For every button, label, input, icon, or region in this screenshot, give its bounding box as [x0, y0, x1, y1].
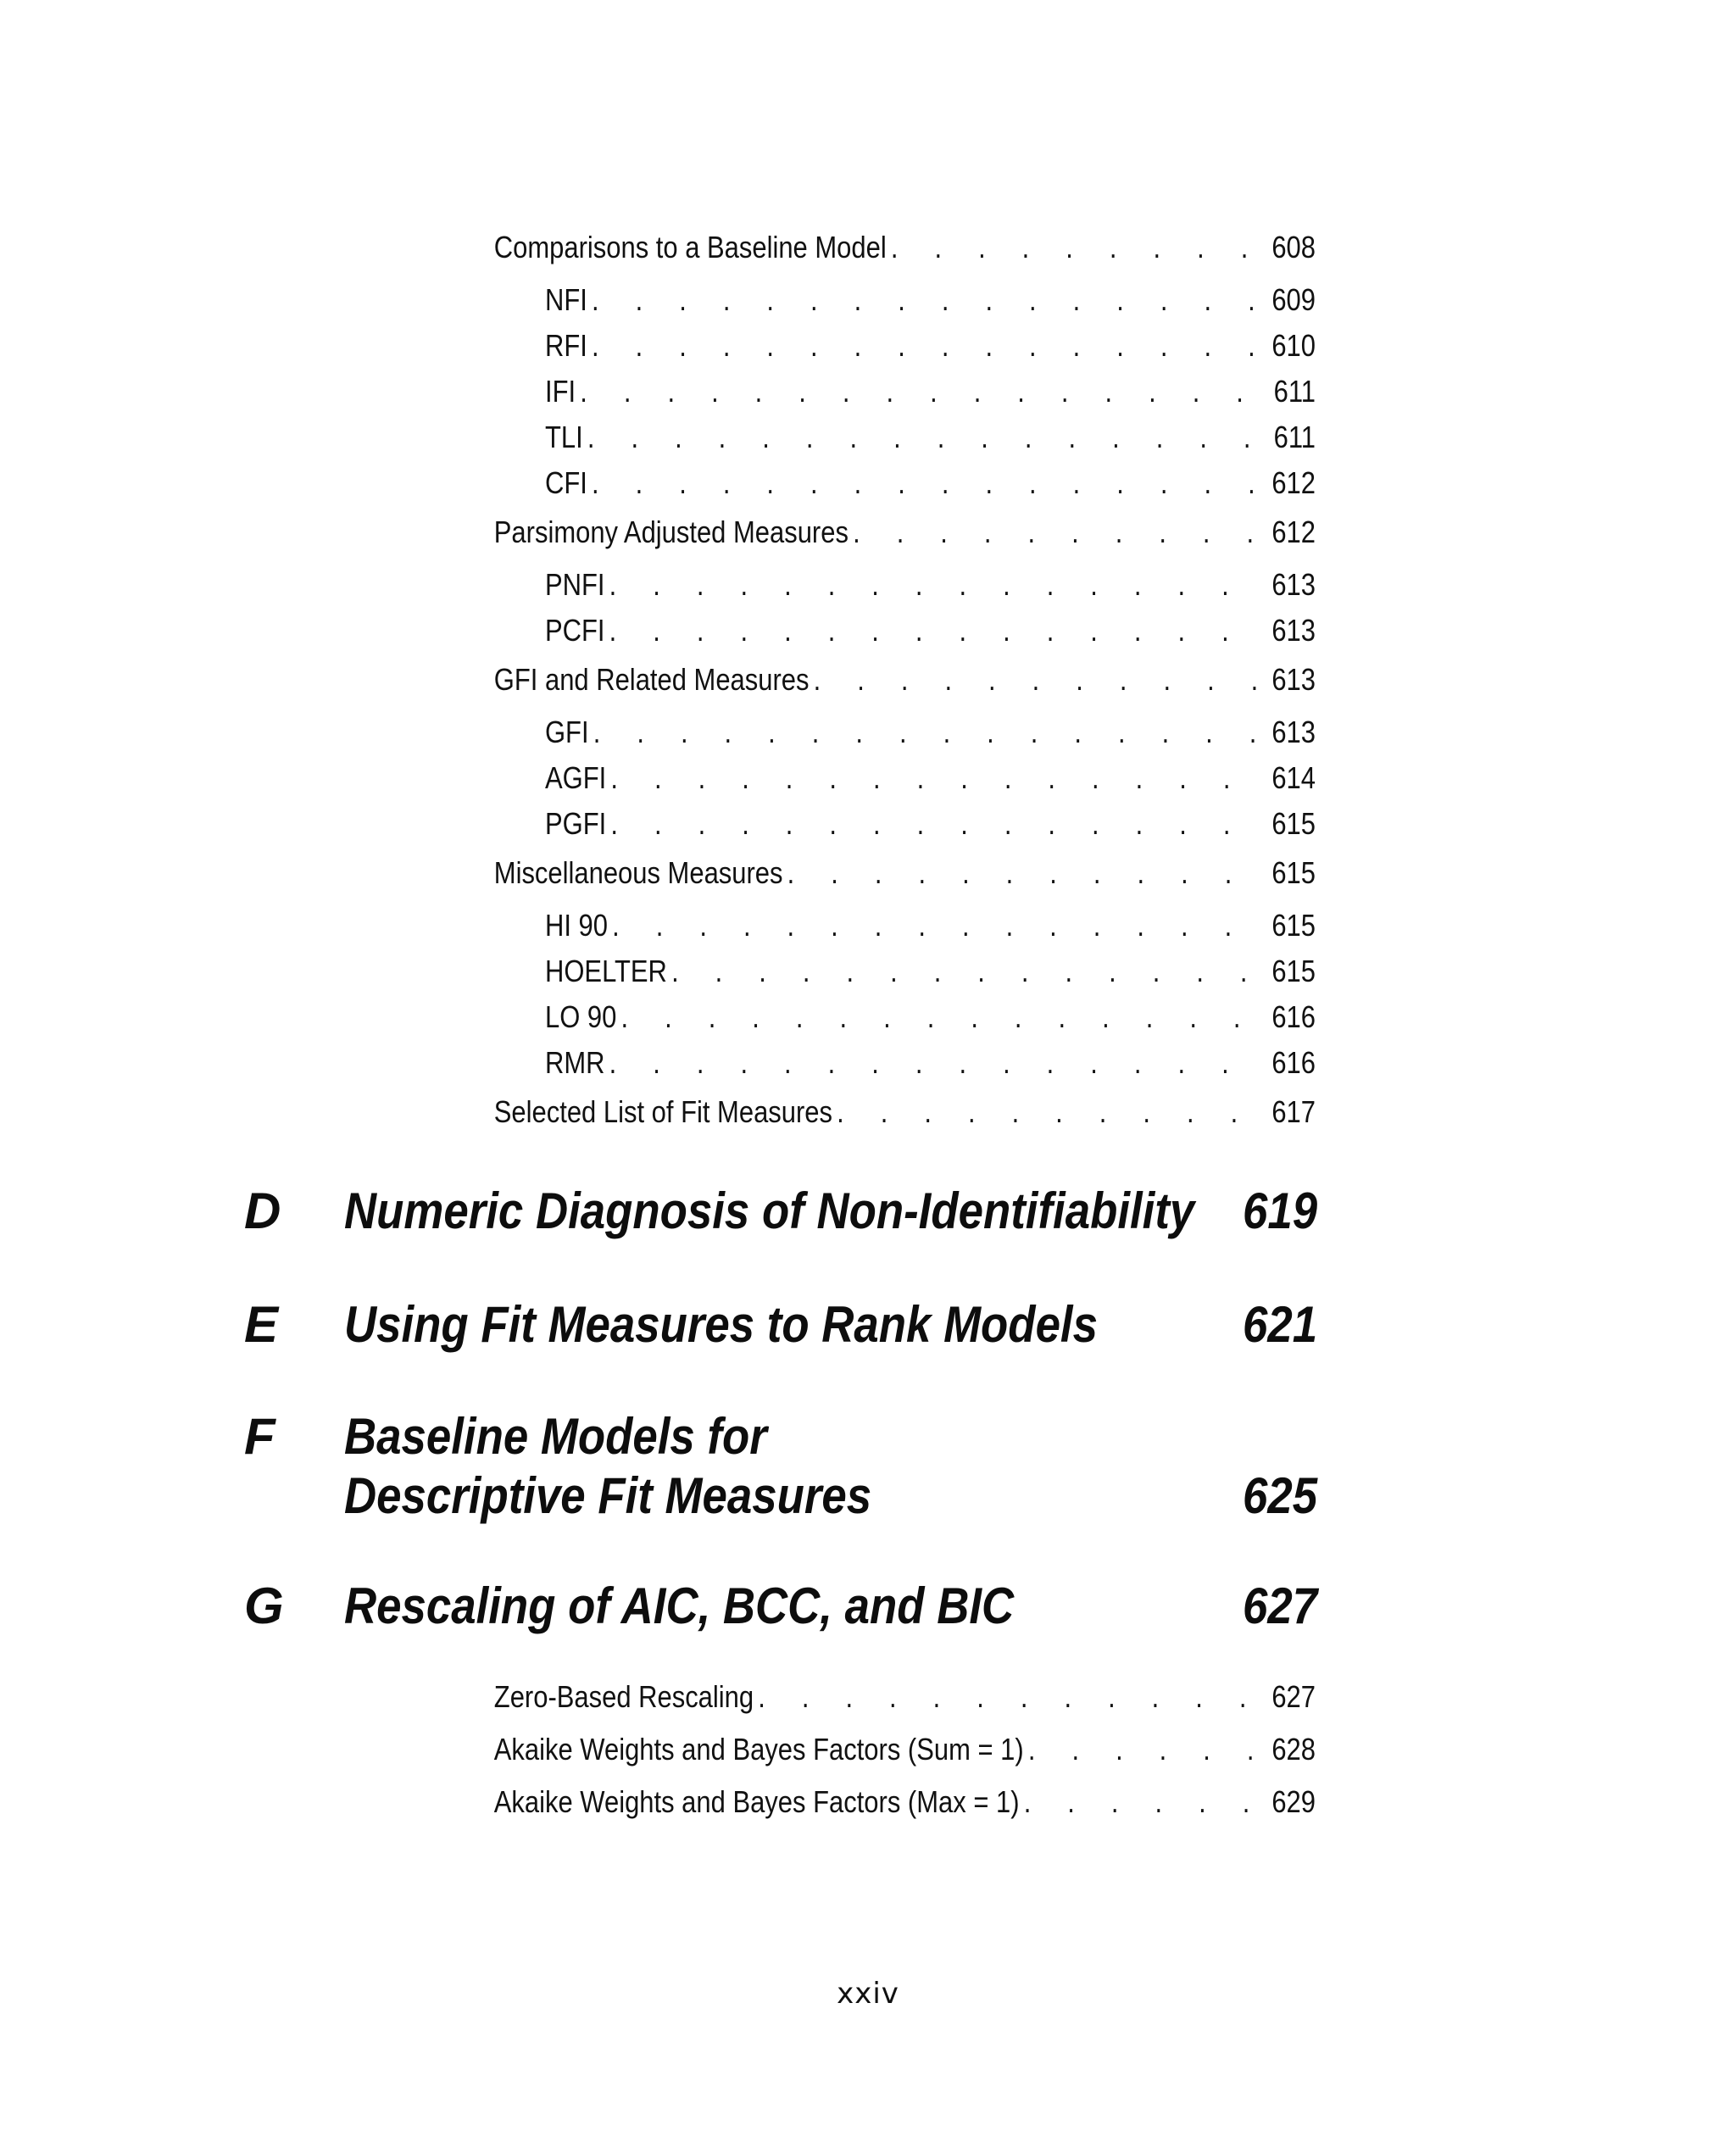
toc-entry-page: 610: [1271, 328, 1316, 363]
toc-entry[interactable]: [494, 1092, 1316, 1132]
page-number-folio: xxiv: [837, 1977, 899, 2011]
dot-leader: [758, 1677, 1267, 1717]
dot-leader: [891, 227, 1267, 268]
toc-entry[interactable]: [545, 280, 1316, 320]
dot-leader: [1024, 1782, 1267, 1822]
dot-leader: [610, 758, 1267, 798]
chapter-title: Baseline Models for Descriptive Fit Measures: [344, 1408, 872, 1524]
toc-entry-title: NFI: [544, 282, 587, 317]
toc-entry-page: 627: [1271, 1679, 1316, 1714]
toc-entry-page: 628: [1271, 1732, 1316, 1767]
chapter-title: Rescaling of AIC, BCC, and BIC: [344, 1577, 1015, 1634]
toc-entry-page: 615: [1271, 806, 1316, 841]
dot-leader: [587, 417, 1270, 458]
chapter-letter: E: [244, 1296, 279, 1353]
toc-entry[interactable]: [545, 758, 1316, 798]
dot-leader: [609, 1043, 1268, 1083]
dot-leader: [610, 804, 1267, 844]
chapter-letter: D: [244, 1182, 281, 1239]
toc-entry-title: AGFI: [544, 760, 607, 795]
toc-entry-title: HI 90: [544, 908, 608, 943]
toc-entry[interactable]: [545, 804, 1316, 844]
toc-entry[interactable]: [545, 325, 1316, 366]
toc-entry[interactable]: [545, 417, 1316, 458]
toc-entry-title: PNFI: [544, 567, 605, 602]
toc-entry-page: 614: [1271, 760, 1316, 795]
dot-leader: [1028, 1729, 1267, 1770]
dot-leader: [671, 951, 1267, 992]
chapter-letter: G: [244, 1577, 284, 1634]
toc-entry[interactable]: [494, 512, 1316, 553]
toc-entry-page: 613: [1271, 715, 1316, 749]
toc-entry-title: RMR: [544, 1045, 605, 1080]
dot-leader: [814, 659, 1268, 700]
toc-entry-page: 613: [1271, 613, 1316, 648]
dot-leader: [592, 463, 1267, 504]
toc-entry-page: 615: [1271, 855, 1316, 890]
toc-entry[interactable]: [545, 951, 1316, 992]
toc-entry-page: 612: [1271, 515, 1316, 549]
toc-entry[interactable]: [494, 227, 1316, 268]
toc-entry[interactable]: [494, 1782, 1316, 1822]
toc-entry-page: 616: [1271, 1045, 1316, 1080]
dot-leader: [787, 853, 1268, 893]
chapter-page: 627: [1242, 1577, 1317, 1634]
chapter-title: Numeric Diagnosis of Non-Identifiability: [344, 1182, 1195, 1239]
dot-leader: [592, 280, 1267, 320]
toc-entry-page: 629: [1271, 1784, 1316, 1819]
toc-entry-title: Parsimony Adjusted Measures: [493, 515, 849, 549]
toc-entry-title: PGFI: [544, 806, 607, 841]
chapter-page: 619: [1242, 1182, 1317, 1239]
toc-entry-title: HOELTER: [544, 954, 667, 988]
toc-entry-page: 613: [1271, 662, 1316, 697]
dot-leader: [853, 512, 1267, 553]
dot-leader: [609, 610, 1267, 651]
toc-entry[interactable]: [545, 712, 1316, 753]
toc-entry-page: 615: [1271, 908, 1316, 943]
toc-entry-page: 615: [1271, 954, 1316, 988]
toc-entry[interactable]: [545, 905, 1316, 946]
toc-entry-page: 608: [1271, 230, 1316, 264]
toc-entry-page: 611: [1273, 420, 1316, 454]
toc-entry-title: Zero-Based Rescaling: [493, 1679, 754, 1714]
toc-entry-title: TLI: [544, 420, 583, 454]
toc-entry[interactable]: [545, 463, 1316, 504]
toc-entry-title: GFI and Related Measures: [493, 662, 810, 697]
toc-entry-title: LO 90: [544, 999, 617, 1034]
chapter-letter: F: [244, 1408, 275, 1465]
toc-entry[interactable]: [494, 1677, 1316, 1717]
chapter-page: 625: [1242, 1467, 1317, 1524]
toc-entry-page: 613: [1271, 567, 1316, 602]
toc-entry-title: Selected List of Fit Measures: [493, 1094, 832, 1129]
toc-entry-page: 617: [1271, 1094, 1316, 1129]
dot-leader: [837, 1092, 1267, 1132]
toc-entry[interactable]: [494, 1729, 1316, 1770]
toc-entry-title: Miscellaneous Measures: [493, 855, 783, 890]
toc-entry[interactable]: [545, 997, 1316, 1038]
chapter-page: 621: [1242, 1296, 1317, 1353]
dot-leader: [593, 712, 1267, 753]
toc-entry-page: 611: [1273, 374, 1316, 409]
toc-entry[interactable]: [545, 565, 1316, 605]
toc-entry-title: CFI: [544, 465, 587, 500]
chapter-title: Using Fit Measures to Rank Models: [344, 1296, 1098, 1353]
dot-leader: [592, 325, 1267, 366]
dot-leader: [580, 371, 1269, 412]
toc-entry[interactable]: [494, 659, 1316, 700]
toc-entry-title: RFI: [544, 328, 587, 363]
dot-leader: [612, 905, 1267, 946]
toc-entry-title: Akaike Weights and Bayes Factors (Max = 1): [493, 1784, 1020, 1819]
toc-entry-page: 609: [1271, 282, 1316, 317]
toc-entry-title: PCFI: [544, 613, 605, 648]
toc-entry-page: 612: [1271, 465, 1316, 500]
toc-entry-title: GFI: [544, 715, 589, 749]
toc-entry-page: 616: [1271, 999, 1316, 1034]
toc-entry-title: Comparisons to a Baseline Model: [493, 230, 887, 264]
toc-entry[interactable]: [545, 1043, 1316, 1083]
dot-leader: [609, 565, 1267, 605]
toc-entry-title: Akaike Weights and Bayes Factors (Sum = 1): [493, 1732, 1024, 1767]
toc-entry[interactable]: [494, 853, 1316, 893]
toc-entry-title: IFI: [544, 374, 576, 409]
dot-leader: [620, 997, 1267, 1038]
toc-entry[interactable]: [545, 610, 1316, 651]
toc-entry[interactable]: [545, 371, 1316, 412]
